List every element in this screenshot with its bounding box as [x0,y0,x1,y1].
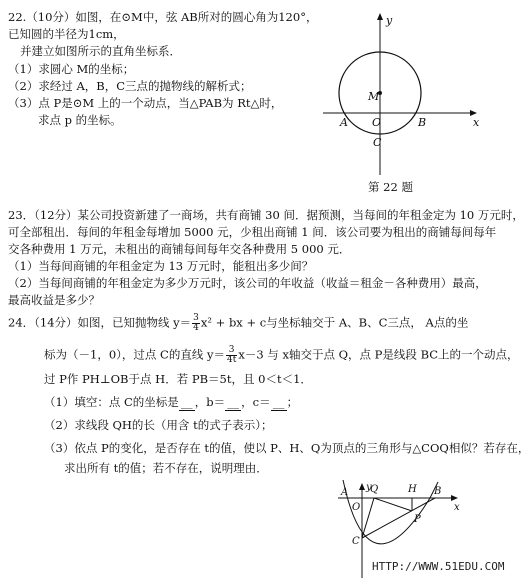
q22-caption: 第 22 题 [368,180,413,194]
q23-line-1: 23．（12分）某公司投资新建了一商场，共有商铺 30 间．据预测，当每间的年租金定为 10 万元时， [8,208,524,222]
label-q-24: Q [370,484,379,495]
q24-line-1 [8,314,468,333]
q23-line-6: 最高收益是多少？ [8,293,100,307]
q22-part-1: （1）求圆心 M的坐标； [8,62,135,76]
label-a: A [340,116,348,129]
q24-line-4d: ； [286,395,299,409]
segment-cb [362,498,435,538]
watermark: HTTP://WWW.51EDU.COM [372,560,505,573]
q24-line-5: （2）求线段 QH的长（用含 t的式子表示）； [44,418,273,432]
q24-line-6: （3）依点 P的变化，是否存在 t的值，使以 P、H、Q为顶点的三角形与△COQ相似？若存在， [44,441,530,455]
q24-line-1b: x² + bx + c与坐标轴交于 A、B、C三点， A点的坐 [200,315,469,330]
label-m: M [368,90,380,103]
q22-line-2: 已知圆的半径为1cm， [8,27,125,41]
q24-line-3: 过 P作 PH⊥OB于点 H．若 PB＝5t，且 0＜t＜1． [44,372,312,386]
q24-line-4c: ，c＝ [241,395,271,409]
label-b: B [418,116,427,129]
label-h-24: H [408,484,417,495]
fraction-3-over-4t: $\frac{3}{4t}$ [227,345,237,365]
q22-line-3: 并建立如图所示的直角坐标系． [20,44,181,58]
label-o: O [372,116,382,129]
q24-line-4 [44,395,298,411]
q23-line-2: 可全部租出．每间的年租金每增加 5000 元，少租出商铺 1 间．该公司要为租出的商铺每间每年 [8,225,497,239]
q22-part-3a: （3）点 P是⊙M 上的一个动点，当△PAB为 Rt△时， [8,96,283,110]
q22-part-2: （2）求经过 A，B，C三点的抛物线的解析式； [8,79,252,93]
label-p-24: P [414,514,421,525]
label-c-24: C [352,536,360,547]
label-a-24: A [341,487,349,498]
q24-line-2b: x－3 与 x轴交于点 Q，点 P是线段 BC上的一个动点， [238,347,519,362]
blank-c-coordinate: __ [179,395,195,411]
q24-line-2a: 标为（－1，0），过点 C的直线 y＝ [44,347,225,362]
label-y-24: y [366,482,372,493]
q22-part-3b: 求点 p 的坐标。 [38,113,122,127]
label-y: y [386,14,393,27]
q24-line-4b: ，b＝ [194,395,226,409]
q24-line-2 [44,346,519,365]
label-o-24: O [352,502,361,513]
label-c: C [373,136,382,149]
q22-heading: 22.（10分）如图，在⊙M中，弦 AB所对的圆心角为120°， [8,10,318,24]
q23-line-3: 交各种费用 1 万元，未租出的商铺每间每年交各种费用 5 000 元． [8,242,351,256]
blank-c: __ [271,395,287,411]
blank-b: __ [225,395,241,411]
fraction-3-over-4: $\frac{3}{4}$ [193,313,199,333]
q24-line-1a: 24．（14分）如图，已知抛物线 y＝ [8,315,192,330]
q23-line-4: （1）当每间商铺的年租金定为 13 万元时，能租出多少间？ [8,259,314,273]
q24-line-4a: （1）填空：点 C的坐标是 [44,395,179,409]
label-x-24: x [454,502,460,513]
q22-figure [315,10,485,180]
label-x: x [473,116,480,129]
segment-qp [374,498,412,511]
q24-line-7: 求出所有 t的值；若不存在，说明理由． [64,461,268,475]
q23-line-5: （2）当每间商铺的年租金定为多少万元时，该公司的年收益（收益＝租金－各种费用）最高， [8,276,487,290]
label-b-24: B [434,486,442,497]
